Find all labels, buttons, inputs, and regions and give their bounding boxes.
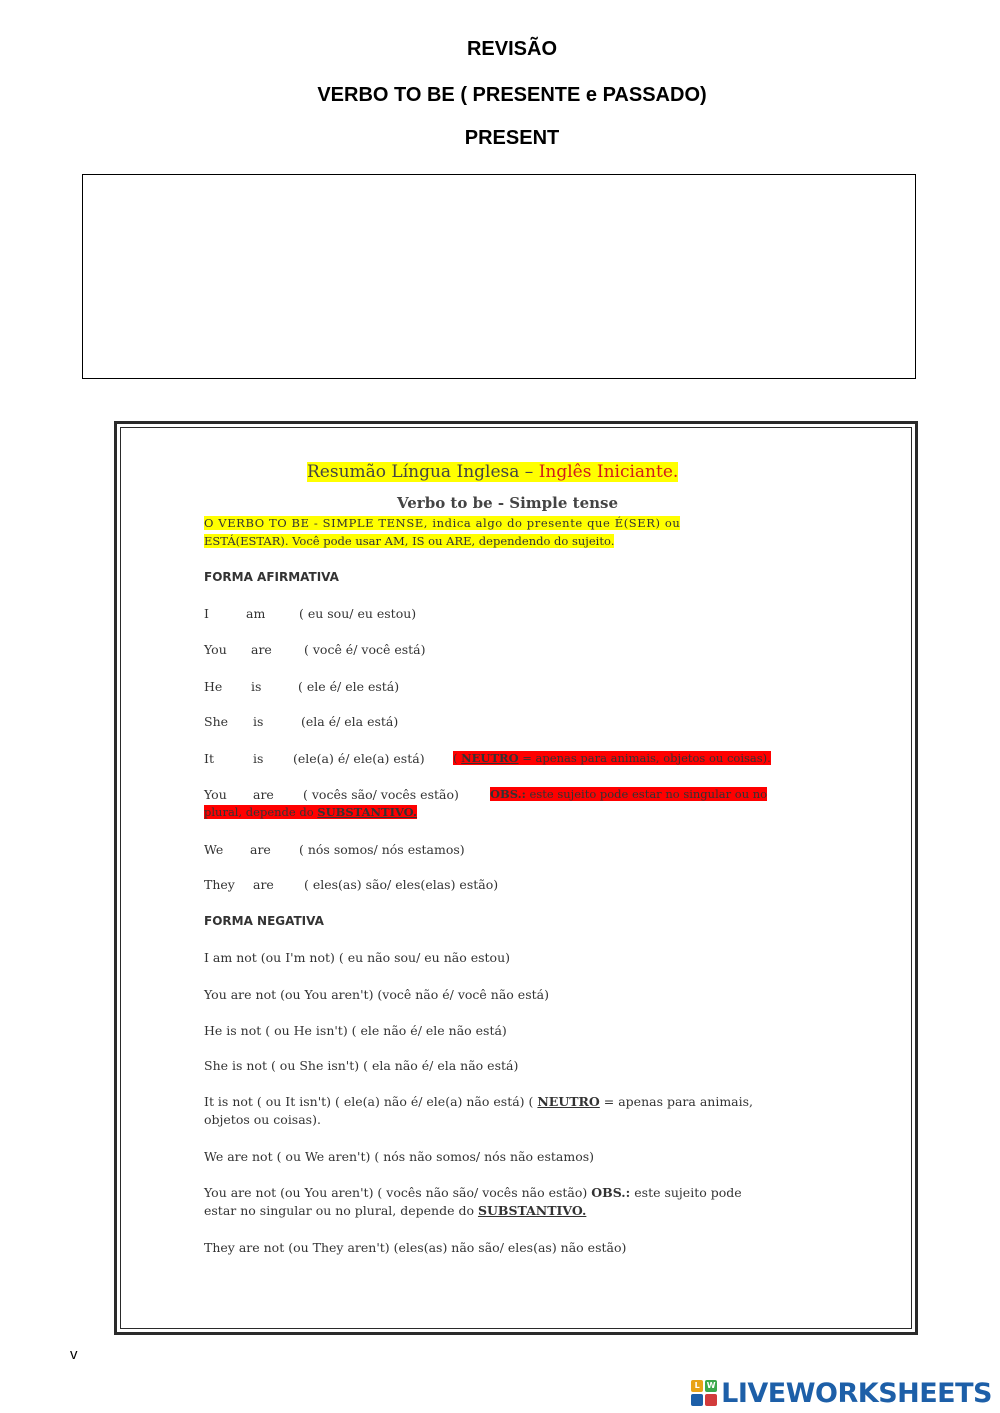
neg-row: They are not (ou They aren't) (eles(as) não são/ eles(as) não estão) <box>204 1240 627 1255</box>
aff-translation: ( vocês são/ vocês estão) <box>303 787 459 802</box>
logo-tile <box>691 1394 703 1406</box>
aff-verb: is <box>253 751 264 766</box>
neg-row: You are not (ou You aren't) (você não é/ você não está) <box>204 987 549 1002</box>
neg-it-line2: objetos ou coisas). <box>204 1112 321 1127</box>
it-neutro-note <box>453 751 771 765</box>
aff-subject: He <box>204 679 223 694</box>
negative-heading: FORMA NEGATIVA <box>204 914 324 928</box>
aff-translation: ( nós somos/ nós estamos) <box>299 842 465 857</box>
aff-verb: are <box>253 787 274 802</box>
aff-verb: is <box>251 679 262 694</box>
aff-subject: You <box>204 642 227 657</box>
neg-you-line1 <box>204 1185 742 1200</box>
neg-it-rest: = apenas para animais, <box>599 1094 754 1109</box>
scan-intro-line2 <box>204 534 614 548</box>
logo-tile: W <box>706 1381 716 1390</box>
logo-text: LIVEWORKSHEETS <box>721 1377 992 1409</box>
neg-row: She is not ( ou She isn't) ( ela não é/ ela não está) <box>204 1058 519 1073</box>
neg-you-substantivo: SUBSTANTIVO. <box>477 1203 587 1218</box>
aff-verb: is <box>253 714 264 729</box>
neg-it-text: It is not ( ou It isn't) ( ele(a) não é/ ele(a) não está) ( <box>204 1094 538 1109</box>
aff-translation: ( eles(as) são/ eles(elas) estão) <box>304 877 499 892</box>
aff-subject: We <box>204 842 224 857</box>
neg-it-neutro: NEUTRO <box>537 1094 600 1109</box>
liveworksheets-logo[interactable] <box>691 1376 992 1410</box>
you-obs-line1 <box>490 787 767 801</box>
aff-subject: They <box>204 877 235 892</box>
neg-you-line2 <box>204 1203 586 1218</box>
aff-subject: She <box>204 714 229 729</box>
it-note-neutro: NEUTRO <box>461 751 519 765</box>
you-obs-text2: plural, depende do <box>204 805 318 819</box>
aff-verb: are <box>251 642 272 657</box>
aff-translation: ( você é/ você está) <box>304 642 426 657</box>
heading-verbo-to-be: VERBO TO BE ( PRESENTE e PASSADO) <box>317 84 707 106</box>
aff-translation: ( eu sou/ eu estou) <box>299 606 417 621</box>
aff-verb: am <box>246 606 266 621</box>
aff-row <box>204 606 209 621</box>
you-obs-line2 <box>204 805 417 819</box>
neg-you-text2: estar no singular ou no plural, depende do <box>204 1203 478 1218</box>
heading-present: PRESENT <box>464 127 560 149</box>
affirmative-heading: FORMA AFIRMATIVA <box>204 570 339 584</box>
scanned-worksheet-image <box>114 421 918 1335</box>
logo-mark-icon <box>691 1380 717 1406</box>
you-obs-text1: este sujeito pode estar no singular ou no <box>525 787 768 801</box>
neg-you-text: You are not (ou You aren't) ( vocês não são/ vocês não estão) <box>204 1185 592 1200</box>
scan-intro-line2-text: ESTÁ(ESTAR). Você pode usar AM, IS ou ARE, dependendo do sujeito. <box>204 534 615 548</box>
footer-mark: v <box>70 1346 78 1363</box>
aff-verb: are <box>250 842 271 857</box>
you-obs-substantivo: SUBSTANTIVO. <box>317 805 418 819</box>
scan-intro-line1-text: O VERBO TO BE - SIMPLE TENSE, indica algo do presente que É(SER) ou <box>204 516 681 530</box>
scan-title-part1: Resumão Língua Inglesa – <box>307 462 539 482</box>
aff-translation: (ela é/ ela está) <box>301 714 399 729</box>
logo-tile: L <box>691 1380 703 1392</box>
you-obs-label: OBS.: <box>490 787 526 801</box>
aff-subject: It <box>204 751 214 766</box>
aff-translation: (ele(a) é/ ele(a) está) <box>293 751 425 766</box>
scan-title <box>307 462 678 482</box>
heading-revisao: REVISÃO <box>466 38 558 60</box>
answer-box[interactable] <box>82 174 916 379</box>
aff-verb: are <box>253 877 274 892</box>
logo-tile <box>705 1394 717 1406</box>
scan-subtitle: Verbo to be - Simple tense <box>397 494 619 512</box>
it-note-rest: = apenas para animais, objetos ou coisas). <box>518 751 771 765</box>
it-note-open: ( <box>453 751 462 765</box>
neg-you-rest: este sujeito pode <box>630 1185 742 1200</box>
scan-intro-line1 <box>204 516 680 530</box>
neg-row: We are not ( ou We aren't) ( nós não somos/ nós não estamos) <box>204 1149 595 1164</box>
scan-title-part2: Inglês Iniciante. <box>538 462 679 482</box>
aff-subject: You <box>204 787 227 802</box>
aff-subject: I <box>204 606 209 621</box>
neg-it-line1 <box>204 1094 753 1109</box>
neg-row: He is not ( ou He isn't) ( ele não é/ ele não está) <box>204 1023 507 1038</box>
aff-translation: ( ele é/ ele está) <box>298 679 400 694</box>
neg-row: I am not (ou I'm not) ( eu não sou/ eu não estou) <box>204 950 510 965</box>
neg-you-obs: OBS.: <box>591 1185 631 1200</box>
